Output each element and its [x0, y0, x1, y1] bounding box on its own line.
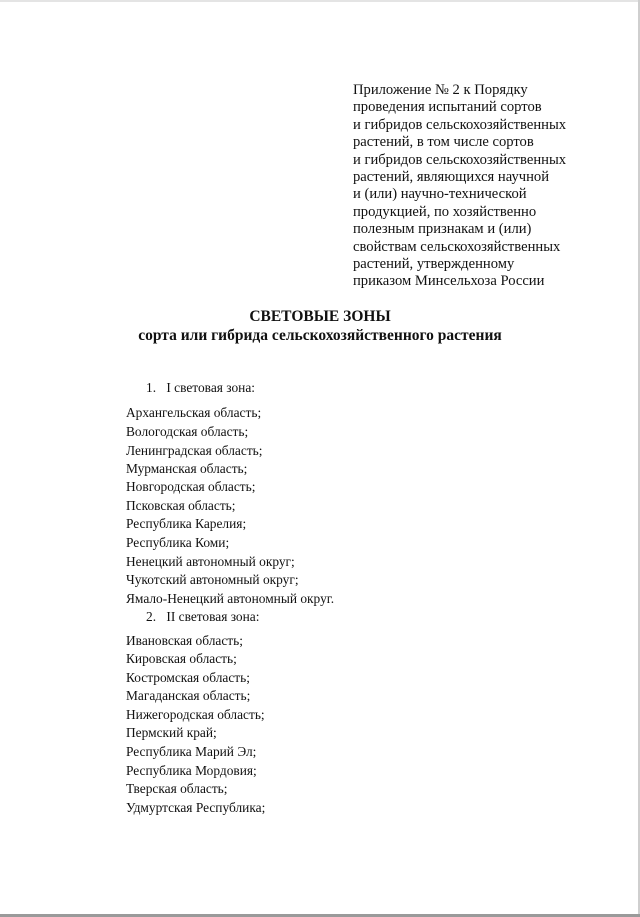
zone-2-region: Ивановская область; [126, 633, 243, 648]
document-title [0, 307, 640, 345]
zone-1-number: 1. [146, 380, 157, 395]
annex-note [353, 82, 593, 291]
zone-2-region: Нижегородская область; [126, 707, 265, 722]
zone-2-label: II световая зона: [166, 609, 260, 624]
zone-2-region: Магаданская область; [126, 688, 251, 703]
zone-1-region: Ямало-Ненецкий автономный округ. [126, 591, 335, 606]
zone-1-region: Чукотский автономный округ; [126, 572, 299, 587]
annex-line: и (или) научно-технической [353, 186, 527, 203]
annex-line: полезным признакам и (или) [353, 221, 532, 238]
zone-2-number: 2. [146, 609, 157, 624]
zone-1-label: I световая зона: [166, 380, 256, 395]
zone-2-region: Республика Мордовия; [126, 763, 257, 778]
zone-1-region: Новгородская область; [126, 479, 256, 494]
zone-2-region: Костромская область; [126, 670, 250, 685]
annex-line: растений, утвержденному [353, 256, 515, 273]
annex-line: растений, являющихся научной [353, 169, 550, 186]
zone-2-heading [146, 609, 259, 625]
annex-line: и гибридов сельскохозяйственных [353, 151, 567, 168]
zone-1-region: Республика Карелия; [126, 516, 247, 531]
zone-2-region: Кировская область; [126, 651, 237, 666]
zone-2-region: Республика Марий Эл; [126, 744, 257, 759]
zone-2-region: Удмуртская Республика; [126, 800, 266, 815]
annex-line: приказом Минсельхоза России [353, 273, 545, 290]
page-top-edge [0, 0, 640, 2]
zone-1-region: Мурманская область; [126, 461, 248, 476]
title-sub: сорта или гибрида сельскохозяйственного растения [138, 327, 502, 344]
title-main: СВЕТОВЫЕ ЗОНЫ [249, 308, 391, 325]
annex-line: продукцией, по хозяйственно [353, 203, 537, 220]
zone-1-region: Вологодская область; [126, 424, 249, 439]
zone-1-heading [146, 380, 255, 396]
annex-line: и гибридов сельскохозяйственных [353, 116, 567, 133]
zone-2-region: Тверская область; [126, 781, 228, 796]
zone-1-region: Республика Коми; [126, 535, 230, 550]
annex-line: растений, в том числе сортов [353, 134, 534, 151]
zone-1-region: Ленинградская область; [126, 443, 263, 458]
zone-1-region: Псковская область; [126, 498, 236, 513]
annex-line: Приложение № 2 к Порядку [353, 82, 528, 98]
zone-1-region: Архангельская область; [126, 405, 262, 420]
zone-2-region: Пермский край; [126, 725, 217, 740]
zone-1-region: Ненецкий автономный округ; [126, 554, 295, 569]
annex-line: свойствам сельскохозяйственных [353, 238, 561, 255]
annex-line: проведения испытаний сортов [353, 99, 542, 116]
